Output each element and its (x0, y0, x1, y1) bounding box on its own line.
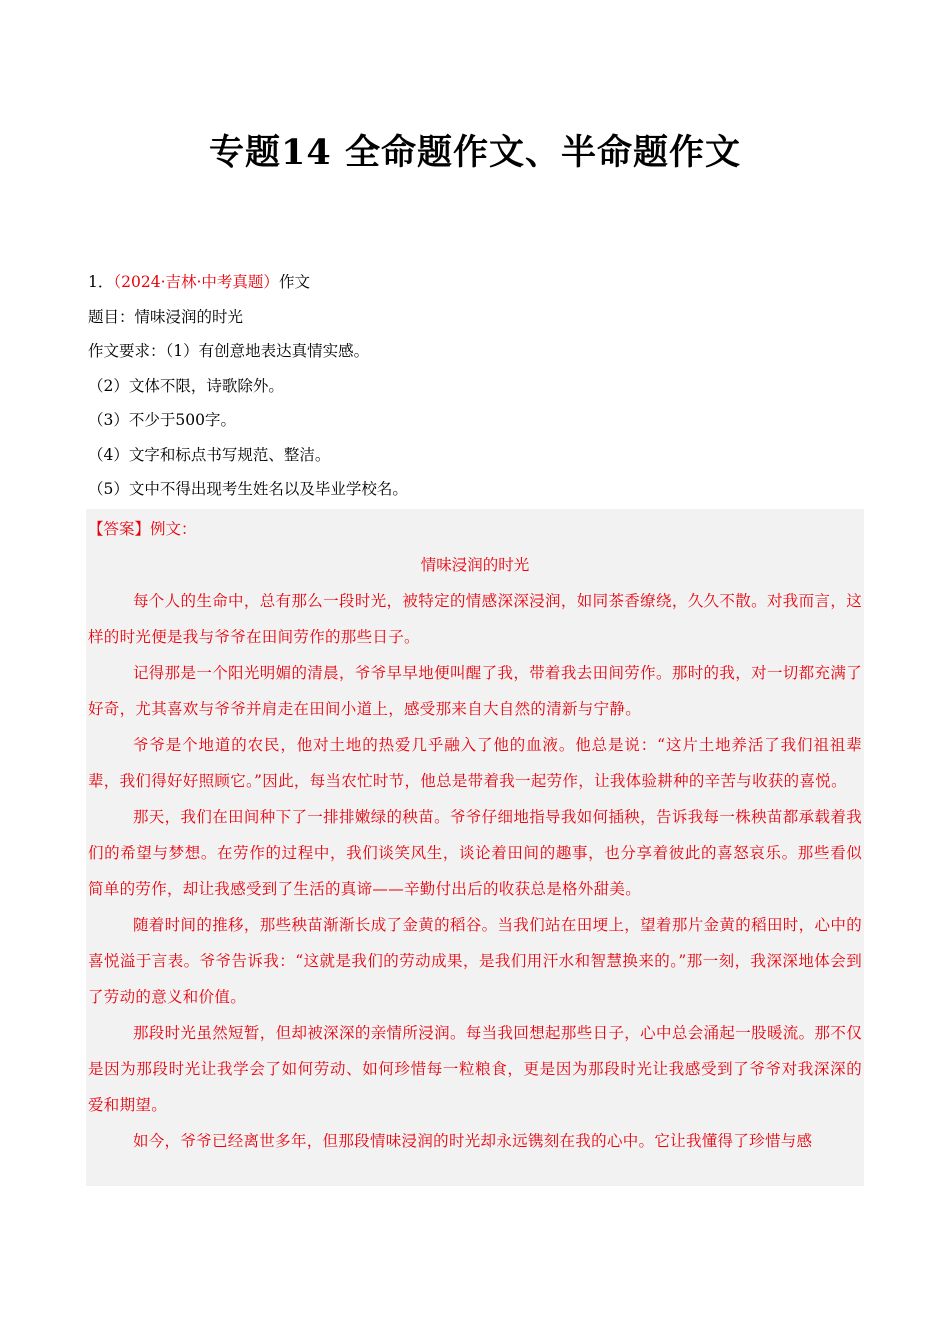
essay-paragraph: 那段时光虽然短暂，但却被深深的亲情所浸润。每当我回想起那些日子，心中总会涌起一股暖流。那不仅是因为那段时光让我学会了如何劳动、如何珍惜每一粒粮食，更是因为那段时光让我感受到了爷爷对我深深的爱和期望。 (88, 1024, 862, 1114)
essay-title: 情味浸润的时光 (420, 556, 530, 574)
requirement-item: （2）文体不限，诗歌除外。 (88, 376, 284, 395)
page-title: 专题14 全命题作文、半命题作文 (209, 132, 741, 173)
requirements-intro: 作文要求：（1）有创意地表达真情实感。 (88, 342, 370, 360)
essay-paragraph: 记得那是一个阳光明媚的清晨，爷爷早早地便叫醒了我，带着我去田间劳作。那时的我，对一切都充满了好奇，尤其喜欢与爷爷并肩走在田间小道上，感受那来自大自然的清新与宁静。 (88, 664, 862, 718)
answer-header (88, 511, 862, 547)
essay-paragraph: 如今，爷爷已经离世多年，但那段情味浸润的时光却永远镌刻在我的心中。它让我懂得了珍惜与感 (132, 1132, 813, 1150)
essay-paragraph: 随着时间的推移，那些秧苗渐渐长成了金黄的稻谷。当我们站在田埂上，望着那片金黄的稻田时，心中的喜悦溢于言表。爷爷告诉我：“这就是我们的劳动成果，是我们用汗水和智慧换来的。”那一刻，我深深地体会到了劳动的意义和价值。 (88, 916, 862, 1006)
requirement-item: （5）文中不得出现考生姓名以及毕业学校名。 (88, 480, 408, 498)
question-source: （2024·吉林·中考真题） (113, 273, 279, 291)
example-label: 例文： (150, 520, 197, 538)
question-block (88, 265, 868, 507)
essay-paragraph: 那天，我们在田间种下了一排排嫩绿的秧苗。爷爷仔细地指导我如何插秧，告诉我每一株秧苗都承载着我们的希望与梦想。在劳作的过程中，我们谈笑风生，谈论着田间的趣事，也分享着彼此的喜怒哀乐。那些看似简单的劳作，却让我感受到了生活的真谛——辛勤付出后的收获总是格外甜美。 (88, 808, 862, 898)
question-topic: 题目：情味浸润的时光 (88, 307, 244, 326)
question-number: 1． (88, 273, 114, 291)
question-type: 作文 (278, 273, 310, 291)
answer-label: 【答案】 (88, 520, 151, 538)
essay-paragraph: 每个人的生命中，总有那么一段时光，被特定的情感深深浸润，如同茶香缭绕，久久不散。对我而言，这样的时光便是我与爷爷在田间劳作的那些日子。 (88, 592, 862, 646)
question-header (88, 265, 868, 300)
requirement-item: （4）文字和标点书写规范、整洁。 (88, 445, 331, 464)
essay-paragraph: 爷爷是个地道的农民，他对土地的热爱几乎融入了他的血液。他总是说：“这片土地养活了我们祖祖辈辈，我们得好好照顾它。”因此，每当农忙时节，他总是带着我一起劳作，让我体验耕种的辛苦与收获的喜悦。 (88, 736, 862, 790)
requirement-item: （3）不少于500字。 (88, 411, 236, 429)
answer-block (86, 509, 864, 1186)
